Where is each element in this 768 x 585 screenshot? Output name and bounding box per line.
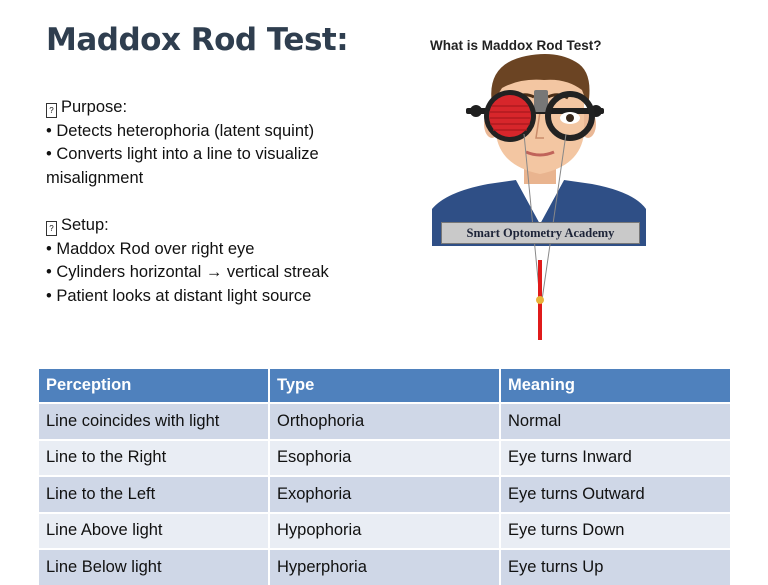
placeholder-glyph-icon: ? xyxy=(46,221,57,236)
cell-meaning: Normal xyxy=(500,403,730,440)
setup-item: • Cylinders horizontal → vertical streak xyxy=(46,263,329,281)
column-header-type: Type xyxy=(269,369,500,403)
table-row xyxy=(39,476,730,513)
cell-perception: Line Above light xyxy=(39,513,269,550)
cell-type: Orthophoria xyxy=(269,403,500,440)
table-row xyxy=(39,403,730,440)
column-header-perception: Perception xyxy=(39,369,269,403)
cell-perception: Line to the Left xyxy=(39,476,269,513)
cell-type: Exophoria xyxy=(269,476,500,513)
cell-type: Hypophoria xyxy=(269,513,500,550)
maddox-results-table xyxy=(39,369,730,585)
cell-meaning: Eye turns Outward xyxy=(500,476,730,513)
cell-meaning: Eye turns Inward xyxy=(500,440,730,477)
figure-caption: What is Maddox Rod Test? xyxy=(430,38,602,53)
table-row xyxy=(39,549,730,585)
page-title: Maddox Rod Test: xyxy=(46,22,349,58)
column-header-meaning: Meaning xyxy=(500,369,730,403)
maddox-rod-lens xyxy=(489,95,531,137)
placeholder-glyph-icon: ? xyxy=(46,103,57,118)
purpose-item: • Detects heterophoria (latent squint) xyxy=(46,121,315,140)
figure-banner: Smart Optometry Academy xyxy=(441,222,640,244)
purpose-item: • Converts light into a line to visualize misalignment xyxy=(46,145,319,187)
setup-heading: ? Setup: xyxy=(46,214,376,238)
bullet-text-block xyxy=(46,96,376,308)
cell-meaning: Eye turns Up xyxy=(500,549,730,585)
table-row xyxy=(39,513,730,550)
cell-type: Esophoria xyxy=(269,440,500,477)
cell-perception: Line to the Right xyxy=(39,440,269,477)
setup-item: • Patient looks at distant light source xyxy=(46,286,312,305)
cell-type: Hyperphoria xyxy=(269,549,500,585)
cell-perception: Line coincides with light xyxy=(39,403,269,440)
cell-perception: Line Below light xyxy=(39,549,269,585)
cell-meaning: Eye turns Down xyxy=(500,513,730,550)
light-source xyxy=(536,296,544,304)
setup-item: • Maddox Rod over right eye xyxy=(46,239,255,258)
maddox-rod-illustration xyxy=(426,34,654,344)
purpose-heading: ? Purpose: xyxy=(46,96,376,120)
table-row xyxy=(39,440,730,477)
table-header-row xyxy=(39,369,730,403)
